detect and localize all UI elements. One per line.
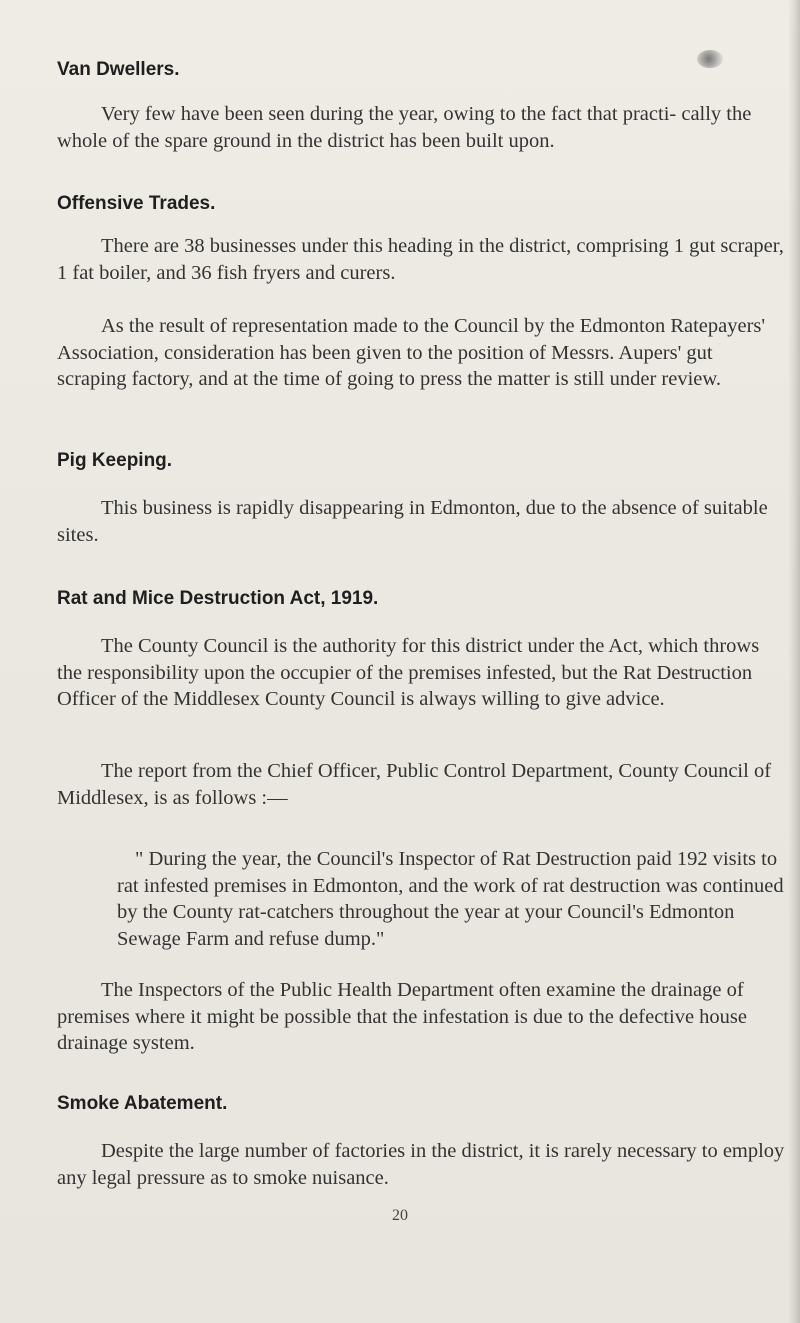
paragraph-rat-and-mice-2	[57, 758, 787, 811]
paragraph-rat-and-mice-3	[57, 977, 787, 1057]
paragraph-rat-and-mice-1	[57, 633, 787, 713]
paragraph-text: Very few have been seen during the year, owing to the fact that practi- cally the whole of the spare ground in the district has been built upon.	[57, 103, 752, 152]
quote-text: " During the year, the Council's Inspector of Rat Destruction paid 192 visits to rat infested premises in Edmonton, and the work of rat destruction was continued by the County rat-catchers throughout the year at your Council's Edmonton Sewage Farm and refuse dump."	[117, 848, 784, 950]
page-number: 20	[392, 1207, 408, 1224]
paragraph-text: This business is rapidly disappearing in Edmonton, due to the absence of suitable sites.	[57, 497, 768, 546]
paragraph-text: The report from the Chief Officer, Public Control Department, County Council of Middlesex, is as follows :—	[57, 760, 772, 809]
paragraph-offensive-trades-2	[57, 313, 787, 393]
paragraph-text: The County Council is the authority for this district under the Act, which throws the responsibility upon the occupier of the premises infested, but the Rat Destruction Officer of the Middlesex County Council is always willing to give advice.	[57, 635, 760, 710]
paragraph-pig-keeping	[57, 495, 787, 548]
heading-van-dwellers: Van Dwellers.	[57, 59, 180, 80]
paragraph-van-dwellers	[57, 101, 787, 154]
page-edge-shadow	[788, 0, 800, 1323]
heading-rat-and-mice: Rat and Mice Destruction Act, 1919.	[57, 588, 379, 609]
quoted-report	[117, 846, 787, 952]
paragraph-text: There are 38 businesses under this heading in the district, comprising 1 gut scraper, 1 fat boiler, and 36 fish fryers and curers.	[57, 235, 784, 284]
paragraph-offensive-trades-1	[57, 233, 787, 286]
heading-smoke-abatement: Smoke Abatement.	[57, 1093, 228, 1114]
paragraph-text: The Inspectors of the Public Health Department often examine the drainage of premises where it might be possible that the infestation is due to the defective house drainage system.	[57, 979, 747, 1054]
paragraph-text: Despite the large number of factories in the district, it is rarely necessary to employ any legal pressure as to smoke nuisance.	[57, 1140, 785, 1189]
paragraph-smoke-abatement	[57, 1138, 787, 1191]
ink-blot	[697, 50, 723, 68]
heading-pig-keeping: Pig Keeping.	[57, 450, 173, 471]
heading-offensive-trades: Offensive Trades.	[57, 193, 216, 214]
paragraph-text: As the result of representation made to the Council by the Edmonton Ratepayers' Association, consideration has been given to the position of Messrs. Aupers' gut scraping factory, and at the time of going to press the matter is still under review.	[57, 315, 766, 390]
